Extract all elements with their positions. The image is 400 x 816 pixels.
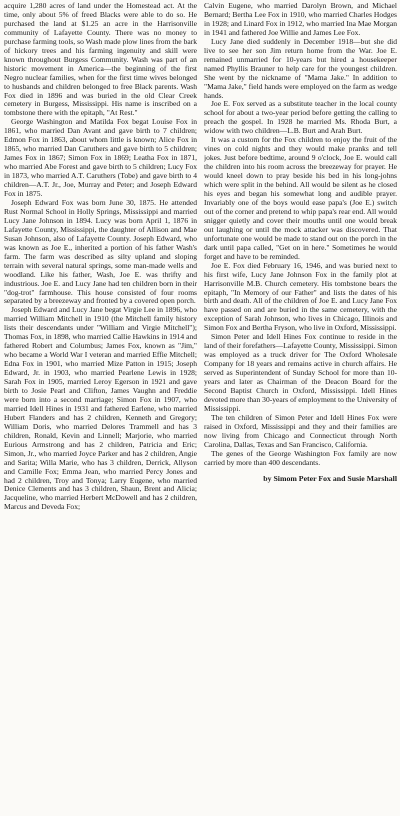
paragraph: George Washington and Matilda Fox begat Louise Fox in 1861, who married Dan Avant and gave birth to 7 children; Edmon Fox in 1863, about whom little is known; Alice Fox in 1865, who married Dan Caruthers and gave birth to 5 children; James Fox in 1867; Simon Fox in 1869; Leatha Fox in 1871, who married Abe Forest and gave birth to 5 children; Lucy Fox in 1873, who married A.T. Caruthers (Tobe) and gave birth to 4 children—A.T. Jr., Joe, Murray and Peter; and Joseph Edward Fox in 1875. xyxy=(4,117,197,199)
paragraph: Joe E. Fox died February 16, 1946, and was buried next to his first wife, Lucy Jane Johnson Fox in the family plot at Harrisonville M.B. Church cemetery. His tombstone bears the epitaph, "In Memory of our Father" and lists the dates of his birth and death. All of the children of Joe E. and Lucy Jane Fox have passed on and are buried in the same cemetery, with the exception of Sarah Johnson, who lives in Chicago, Illinois and Simon Fox and Bertha Fryson, who live in Oxford, Mississippi. xyxy=(204,260,397,333)
paragraph: acquire 1,280 acres of land under the Homestead act. At the time, only about 5% of freed Blacks were able to do so. He purchased the land at $1.25 an acre in the Harrisonville community of Lafayette County. There was no money to purchase farming tools, so Wash made plow lines from the bark of hickory trees and his farming ingenuity and skill were known throughout Burgess Community. Wash was part of an historic movement in America—the beginning of the first Negro nuclear families, when for the first time wives belonged to husbands and children belonged to free Black parents. Wash Fox died in 1896 and was buried in the old Clear Creek cemetery in Burgess, Mississippi. His name is inscribed on a tombstone there with the epitaph, "At Rest." xyxy=(4,2,197,118)
paragraph: The genes of the George Washington Fox family are now carried by more than 400 descendants. xyxy=(204,448,397,467)
paragraph: Lucy Jane died suddenly in December 1918—but she did live to see her son Jim return home from the War. Joe E. remained unmarried for 10-years but hired a housekeeper named Phyllis Brauner to help care for the youngest children. She went by the nickname of "Mama Jake." In addition to "Mama Jake," field hands were employed on the farm as wedge hands. xyxy=(204,36,397,100)
paragraph: Joe E. Fox served as a substitute teacher in the local county school for about a two-year period before getting the calling to preach the gospel. In 1928 he married Ms. Rhoda Burt, a widow with two children—L.B. Burt and Arah Burt. xyxy=(204,99,397,136)
paragraph: Simon Peter and Idell Hines Fox continue to reside in the land of their forefathers—Lafayette County, Mississippi. Simon was employed as a truck driver for The Oxford Wholesale Company for 18 years and remains active in church affairs. He served as Superintendent of Sunday School for more than 10-years and later as Chairman of the Deacon Board for the Second Baptist Church in Oxford, Mississippi. Idell Hines devoted more than 30-years of employment to the University of Mississippi. xyxy=(204,332,397,413)
paragraph: It was a custom for the Fox children to enjoy the fruit of the vines on cold nights and they would make pranks and tell jokes. Just before bedtime, around 9 o'clock, Joe E. would call the children into his room across the breezeway for prayer. He would kneel down to pray beside his bed in his long-johns which were split in the behind. All would be silent as he closed his eyes and began his somewhat long and audible prayer. Invariably one of the boys would ease papa's (Joe E.) switch out of the corner and pretend to whip papa's rear end. All would snigger quietly and cover their mouths until one would break out laughing or until the mock attacker was discovered. That unfortunate one would be made to stand out on the porch in the dark until papa called, "Get on in here." Sometimes he would forget and have to be reminded. xyxy=(204,135,397,261)
paragraph: Joseph Edward Fox was born June 30, 1875. He attended Rust Normal School in Holly Springs, Mississippi and married Lucy Jane Johnson in 1894. Lucy was born April 1, 1876 in Lafayette County, Mississippi, the daughter of Allison and Mae Susan Johnson, also of Lafayette County. Joseph Edward, who was known as Joe E., inherited a portion of his father Wash's farm. The farm was described as silty upland and sloping terrain with several natural springs, some man-made wells and woodland. Like his father, Wash, Joe E. was thrifty and industrious. Joe E. and Lucy Jane had ten children born in their "dog-trot" farmhouse. This house consisted of four rooms separated by a breezeway and fronted by a covered open porch. xyxy=(4,197,197,306)
right-column xyxy=(204,2,397,816)
author-byline: by Simom Peter Fox and Susie Marshall xyxy=(263,473,397,483)
paragraph: Joseph Edward and Lucy Jane begat Virgie Lee in 1896, who married William Mitchell in 1910 (the Mitchell family history lists their descendants under "William and Virgie Mitchell"); Thomas Fox, in 1898, who married Callie Hawkins in 1914 and fathered Robert and Columbus; James Fox, known as "Jim," who became a World War I veteran and married Effie Mitchell; Edna Fox in 1901, who married Mize Patton in 1915; Joseph Edward, Jr. in 1903, who married Pearlene Lewis in 1928; Sarah Fox in 1905, married Leroy Egerson in 1921 and gave birth to Josie Pearl and Clifton, James Vaughn and Freddie were born into a second marriage; Simon Fox in 1907, who married Idell Hines in 1931 and fathered Earlene, who married Hubert Flanders and has 2 children, Kenneth and Gregory; William Doris, who married Delores Trammell and has 3 children, Ronald, Kevin and Linnell; Marjorie, who married Eurious Armstrong and has 2 children, Patricia and Eric; Simon, Jr., who married Joyce Parker and has 2 children, Angie and Sarita; Willa Marie, who has 3 children, Derrick, Allyson and Camille Fox; Emma Jean, who married Percy Jones and had 2 children, Troy and Tonya; Larry Eugene, who married Denice Clements and has 3 children, Shaun, Brent and Alicia; Jacqueline, who married Herbert McDowell and has 2 children, Marcus and Deveda Fox; xyxy=(4,305,197,512)
paragraph: Calvin Eugene, who married Darolyn Brown, and Michael Bernard; Bertha Lee Fox in 1910, who married Charles Hodges in 1928; and Linard Fox in 1912, who married Ina Mae Morgan in 1941 and fathered Joe Willie and James Lee Fox. xyxy=(204,2,397,37)
paragraph: The ten children of Simon Peter and Idell Hines Fox were raised in Oxford, Mississippi and they and their families are now living from Chicago and Connecticut through North Carolina, Dallas, Texas and San Francisco, California. xyxy=(204,412,397,449)
left-column xyxy=(4,2,197,816)
